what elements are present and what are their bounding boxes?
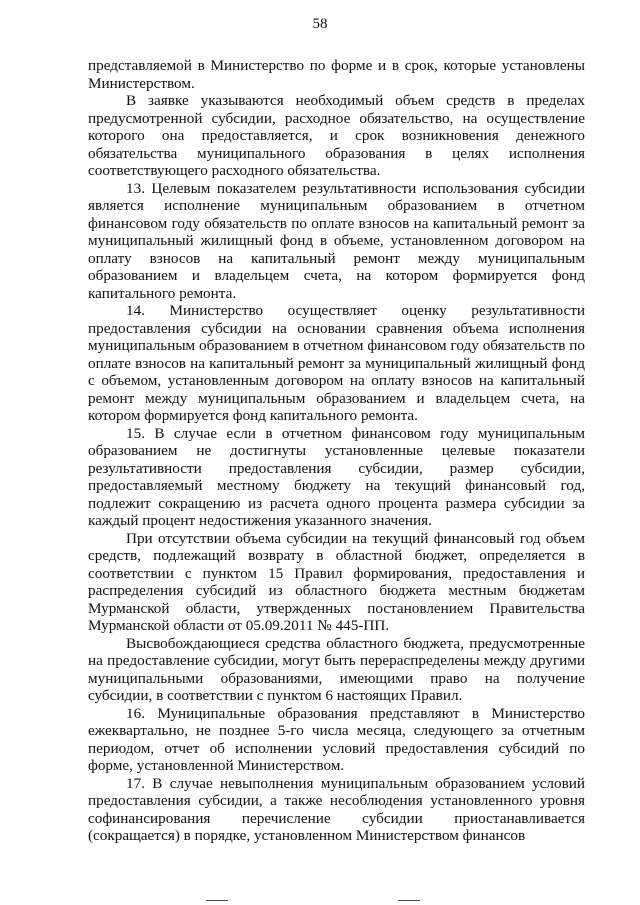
paragraph-continuation: представляемой в Министерство по форме и в срок, которые установлены Министерством. — [88, 57, 585, 92]
paragraph-refund-volume: При отсутствии объема субсидии на текущий финансовый год объем средств, подлежащий возврату в областной бюджет, определяется в соответствии с пунктом 15 Правил формирования, предоставления и распределения субсидий из областного бюджета местным бюджетам Мурманской области, утвержденных постановлением Правительства Мурманской области от 05.09.2011 № 445-ПП. — [88, 529, 585, 634]
paragraph-13-target-indicator: 13. Целевым показателем результативности использования субсидии является исполнение муниципальным образованием в отчетном финансовом году обязательств по оплате взносов на капитальный ремонт за муниципальный жилищный фонд в объеме, установленном договором на оплату взносов на капитальный ремонт между муниципальным образованием и владельцем счета, на котором формируется фонд капитального ремонта. — [88, 179, 585, 302]
document-body — [88, 57, 585, 845]
scan-mark-right — [398, 900, 420, 901]
paragraph-redistribution: Высвобождающиеся средства областного бюджета, предусмотренные на предоставление субсидии, могут быть перераспределены между другими муниципальными образованиями, имеющими право на получение субсидии, в соответствии с пунктом 6 настоящих Правил. — [88, 634, 585, 704]
page-number: 58 — [312, 16, 328, 32]
paragraph-17-suspension: 17. В случае невыполнения муниципальным образованием условий предоставления субсидии, а также несоблюдения установленного уровня софинансирования перечисление субсидии приостанавливается (сокращается) в порядке, установленном Министерством финансов — [88, 774, 585, 844]
paragraph-15-reduction: 15. В случае если в отчетном финансовом году муниципальным образованием не достигнуты установленные целевые показатели результативности предоставления субсидии, размер субсидии, предоставляемый местному бюджету на текущий финансовый год, подлежит сокращению из расчета одного процента размера субсидии за каждый процент недостижения указанного значения. — [88, 424, 585, 529]
paragraph-14-assessment: 14. Министерство осуществляет оценку результативности предоставления субсидии на основании сравнения объема исполнения муниципальным образованием в отчетном финансовом году обязательств по оплате взносов на капитальный ремонт за муниципальный жилищный фонд с объемом, установленным договором на оплату взносов на капитальный ремонт между муниципальным образованием и владельцем счета, на котором формируется фонд капитального ремонта. — [88, 302, 585, 424]
paragraph-application-contents: В заявке указываются необходимый объем средств в пределах предусмотренной субсидии, расходное обязательство, на осуществление которого она предоставляется, и срок возникновения денежного обязательства муниципального образования в целях исполнения соответствующего расходного обязательства. — [88, 92, 585, 179]
paragraph-16-reporting: 16. Муниципальные образования представляют в Министерство ежеквартально, не позднее 5-го числа месяца, следующего за отчетным периодом, отчет об исполнении условий предоставления субсидий по форме, установленной Министерством. — [88, 704, 585, 774]
scan-mark-left — [206, 900, 228, 901]
